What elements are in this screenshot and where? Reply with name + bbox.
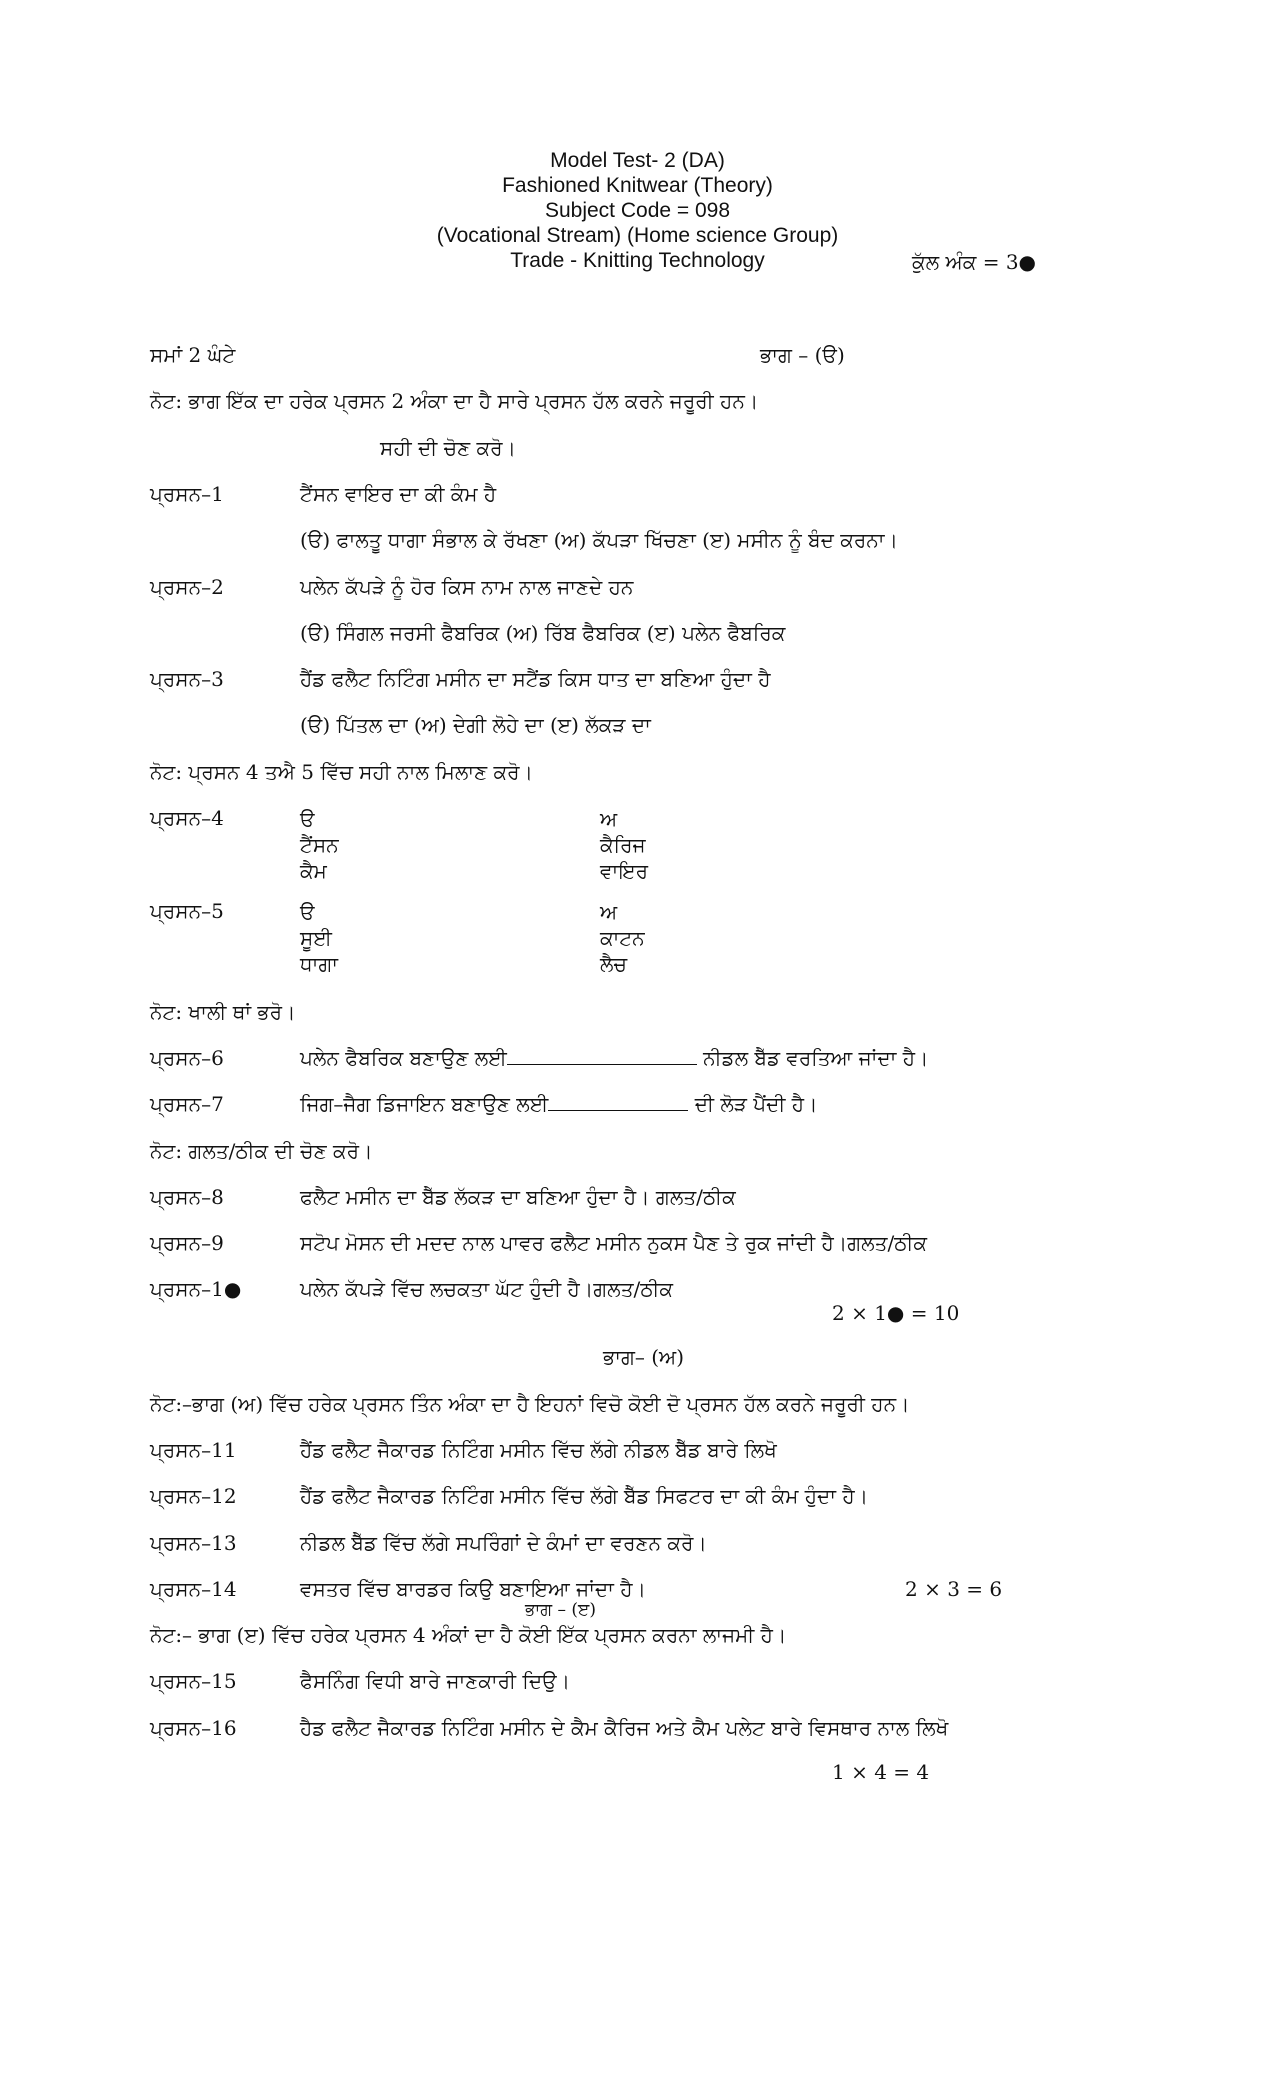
- question-text: ਫਲੈਟ ਮਸੀਨ ਦਾ ਬੈੱਡ ਲੱਕੜ ਦਾ ਬਣਿਆ ਹੁੰਦਾ ਹੈ। ਗਲਤ/ਠੀਕ: [300, 1185, 736, 1209]
- time-allowed: ਸਮਾਂ 2 ਘੰਟੇ: [150, 343, 236, 367]
- question-options: (ੳ) ਪਿੱਤਲ ਦਾ (ਅ) ਦੇਗੀ ਲੋਹੇ ਦਾ (ੲ) ਲੱਕੜ ਦਾ: [300, 713, 651, 737]
- question-number: ਪ੍ਰਸਨ–5: [150, 899, 224, 923]
- question-text: ਸਟੋਪ ਮੋਸਨ ਦੀ ਮਦਦ ਨਾਲ ਪਾਵਰ ਫਲੈਟ ਮਸੀਨ ਨੁਕਸ ਪੈਣ ਤੇ ਰੁਕ ਜਾਂਦੀ ਹੈ।ਗਲਤ/ਠੀਕ: [300, 1231, 927, 1255]
- question-text: ਪਲੇਨ ਕੱਪੜੇ ਨੂੰ ਹੋਰ ਕਿਸ ਨਾਮ ਨਾਲ ਜਾਣਦੇ ਹਨ: [300, 575, 634, 599]
- question-number: ਪ੍ਰਸਨ–12: [150, 1484, 237, 1508]
- question-text: ਨੀਡਲ ਬੈੱਡ ਵਿੱਚ ਲੱਗੇ ਸਪਰਿੰਗਾਂ ਦੇ ਕੰਮਾਂ ਦਾ ਵਰਣਨ ਕਰੋ।: [300, 1531, 707, 1555]
- match-item: ਧਾਗਾ: [300, 952, 338, 976]
- question-number: ਪ੍ਰਸਨ–6: [150, 1046, 224, 1070]
- match-item: ੳ: [300, 807, 315, 831]
- header-line-model-test: Model Test- 2 (DA): [550, 149, 725, 172]
- header-line-subject-code: Subject Code = 098: [544, 199, 731, 222]
- question-number: ਪ੍ਰਸਨ–14: [150, 1577, 237, 1601]
- match-item: ਸੂਈ: [300, 926, 332, 950]
- question-text: ਹੈਂਡ ਫਲੈਟ ਜੈਕਾਰਡ ਨਿਟਿੰਗ ਮਸੀਨ ਵਿੱਚ ਲੱਗੇ ਨੀਡਲ ਬੈੱਡ ਬਾਰੇ ਲਿਖੋ: [300, 1438, 777, 1462]
- fill-blank-note: ਨੋਟ: ਖਾਲੀ ਥਾਂ ਭਰੋ।: [150, 1000, 296, 1024]
- match-item: ਟੈਂਸਨ: [300, 833, 339, 857]
- question-number: ਪ੍ਰਸਨ–4: [150, 806, 224, 830]
- question-text: ਹੈਂਡ ਫਲੈਟ ਜੈਕਾਰਡ ਨਿਟਿੰਗ ਮਸੀਨ ਵਿੱਚ ਲੱਗੇ ਬੈੱਡ ਸਿਫਟਰ ਦਾ ਕੀ ਕੰਮ ਹੁੰਦਾ ਹੈ।: [300, 1484, 869, 1508]
- part-a-instruction: ਸਹੀ ਦੀ ਚੋਣ ਕਰੋ।: [380, 436, 516, 460]
- match-column-b: [600, 899, 645, 977]
- match-item: ਵਾਇਰ: [600, 859, 649, 883]
- total-marks: ਕੁੱਲ ਅੰਕ = 3●: [912, 250, 1037, 274]
- true-false-note: ਨੋਟ: ਗਲਤ/ਠੀਕ ਦੀ ਚੋਣ ਕਰੋ।: [150, 1139, 373, 1163]
- match-item: ਕੈਮ: [300, 859, 327, 883]
- header-line-trade: Trade - Knitting Technology: [510, 249, 765, 272]
- part-c-marks: 1 × 4 = 4: [832, 1760, 930, 1784]
- header-line-stream: (Vocational Stream) (Home science Group): [436, 224, 839, 247]
- header-line-subject: Fashioned Knitwear (Theory): [502, 174, 773, 197]
- answer-blank[interactable]: [548, 1110, 688, 1111]
- question-number: ਪ੍ਰਸਨ–3: [150, 667, 224, 691]
- part-c-title: ਭਾਗ – (ੲ): [525, 1600, 597, 1620]
- question-text-after: ਦੀ ਲੋੜ ਪੈਂਦੀ ਹੈ।: [688, 1092, 818, 1116]
- question-text-before: ਪਲੇਨ ਫੈਬਰਿਕ ਬਣਾਉਣ ਲਈ: [300, 1046, 507, 1070]
- match-item: ਅ: [600, 900, 618, 924]
- part-b-marks: 2 × 3 = 6: [905, 1577, 1003, 1601]
- match-column-b: [600, 806, 648, 884]
- question-number: ਪ੍ਰਸਨ–2: [150, 575, 224, 599]
- part-c-note: ਨੋਟ:– ਭਾਗ (ੲ) ਵਿੱਚ ਹਰੇਕ ਪ੍ਰਸਨ 4 ਅੰਕਾਂ ਦਾ ਹੈ ਕੋਈ ਇੱਕ ਪ੍ਰਸਨ ਕਰਨਾ ਲਾਜਮੀ ਹੈ।: [150, 1623, 787, 1647]
- question-text: [300, 1046, 928, 1070]
- match-column-a: [300, 806, 339, 884]
- match-item: ਅ: [600, 807, 618, 831]
- match-item: ਕੈਰਿਜ: [600, 833, 646, 857]
- question-number: ਪ੍ਰਸਨ–13: [150, 1531, 237, 1555]
- question-number: ਪ੍ਰਸਨ–7: [150, 1092, 224, 1116]
- question-number: ਪ੍ਰਸਨ–16: [150, 1716, 237, 1740]
- part-b-title: ਭਾਗ– (ਅ): [603, 1345, 685, 1369]
- question-text-after: ਨੀਡਲ ਬੈੱਡ ਵਰਤਿਆ ਜਾਂਦਾ ਹੈ।: [696, 1046, 929, 1070]
- question-number: ਪ੍ਰਸਨ–9: [150, 1231, 224, 1255]
- question-text: ਹੈਡ ਫਲੈਟ ਜੈਕਾਰਡ ਨਿਟਿੰਗ ਮਸੀਨ ਦੇ ਕੈਮ ਕੈਰਿਜ ਅਤੇ ਕੈਮ ਪਲੇਟ ਬਾਰੇ ਵਿਸਥਾਰ ਨਾਲ ਲਿਖੋ: [300, 1716, 949, 1740]
- question-text-before: ਜਿਗ–ਜੈਗ ਡਿਜਾਇਨ ਬਣਾਉਣ ਲਈ: [300, 1092, 549, 1116]
- match-item: ਕਾਟਨ: [600, 926, 645, 950]
- part-a-marks: 2 × 1● = 10: [832, 1301, 960, 1325]
- question-text: ਟੈਂਸਨ ਵਾਇਰ ਦਾ ਕੀ ਕੰਮ ਹੈ: [300, 482, 497, 506]
- question-options: (ੳ) ਸਿੰਗਲ ਜਰਸੀ ਫੈਬਰਿਕ (ਅ) ਰਿੱਬ ਫੈਬਰਿਕ (ੲ) ਪਲੇਨ ਫੈਬਰਿਕ: [300, 621, 786, 645]
- part-a-note: ਨੋਟ: ਭਾਗ ਇੱਕ ਦਾ ਹਰੇਕ ਪ੍ਰਸਨ 2 ਅੰਕਾ ਦਾ ਹੈ ਸਾਰੇ ਪ੍ਰਸਨ ਹੱਲ ਕਰਨੇ ਜਰੂਰੀ ਹਨ।: [150, 389, 759, 413]
- answer-blank[interactable]: [507, 1064, 697, 1065]
- part-b-note: ਨੋਟ:–ਭਾਗ (ਅ) ਵਿੱਚ ਹਰੇਕ ਪ੍ਰਸਨ ਤਿੰਨ ਅੰਕਾ ਦਾ ਹੈ ਇਹਨਾਂ ਵਿਚੋ ਕੋਈ ਦੋ ਪ੍ਰਸਨ ਹੱਲ ਕਰਨੇ ਜਰੂਰੀ ਹਨ।: [150, 1392, 910, 1416]
- match-item: ੳ: [300, 900, 315, 924]
- question-options: (ੳ) ਫਾਲਤੂ ਧਾਗਾ ਸੰਭਾਲ ਕੇ ਰੱਖਣਾ (ਅ) ਕੱਪੜਾ ਖਿੱਚਣਾ (ੲ) ਮਸੀਨ ਨੂੰ ਬੰਦ ਕਰਨਾ।: [300, 528, 898, 552]
- match-note: ਨੋਟ: ਪ੍ਰਸਨ 4 ਤਐ 5 ਵਿੱਚ ਸਹੀ ਨਾਲ ਮਿਲਾਣ ਕਰੋ।: [150, 760, 533, 784]
- question-text: ਪਲੇਨ ਕੱਪੜੇ ਵਿੱਚ ਲਚਕਤਾ ਘੱਟ ਹੁੰਦੀ ਹੈ।ਗਲਤ/ਠੀਕ: [300, 1277, 674, 1301]
- match-column-a: [300, 899, 338, 977]
- question-number: ਪ੍ਰਸਨ–8: [150, 1185, 224, 1209]
- question-number: ਪ੍ਰਸਨ–11: [150, 1438, 237, 1462]
- question-text: ਵਸਤਰ ਵਿੱਚ ਬਾਰਡਰ ਕਿਉ ਬਣਾਇਆ ਜਾਂਦਾ ਹੈ।: [300, 1577, 646, 1601]
- question-number: ਪ੍ਰਸਨ–15: [150, 1669, 237, 1693]
- exam-header: [0, 148, 1275, 273]
- question-number: ਪ੍ਰਸਨ–1●: [150, 1277, 242, 1301]
- question-text: ਹੈਂਡ ਫਲੈਟ ਨਿਟਿੰਗ ਮਸੀਨ ਦਾ ਸਟੈਂਡ ਕਿਸ ਧਾਤ ਦਾ ਬਣਿਆ ਹੁੰਦਾ ਹੈ: [300, 667, 771, 691]
- question-number: ਪ੍ਰਸਨ–1: [150, 482, 224, 506]
- match-item: ਲੈਚ: [600, 952, 627, 976]
- question-text: [300, 1092, 818, 1116]
- question-text: ਫੈਸਨਿੰਗ ਵਿਧੀ ਬਾਰੇ ਜਾਣਕਾਰੀ ਦਿਉ।: [300, 1669, 571, 1693]
- part-a-title: ਭਾਗ – (ੳ): [760, 343, 845, 367]
